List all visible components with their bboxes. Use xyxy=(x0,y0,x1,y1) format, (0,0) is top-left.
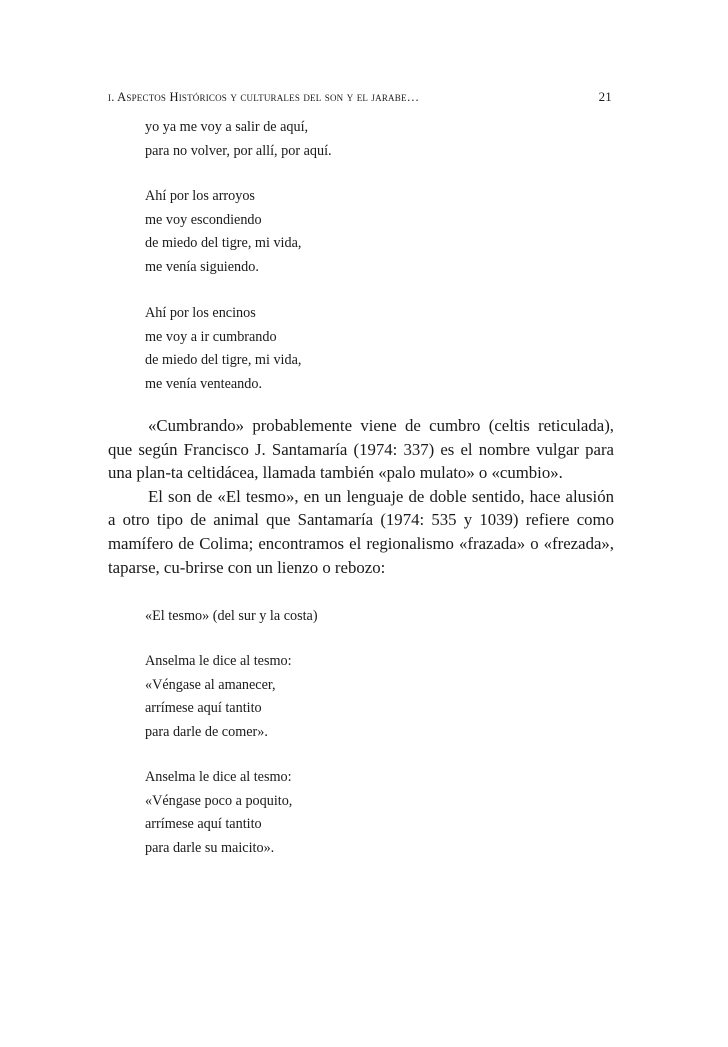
verse-line: Ahí por los arroyos xyxy=(145,188,255,204)
verse-line: arrímese aquí tantito xyxy=(145,816,262,832)
verse-line: arrímese aquí tantito xyxy=(145,700,262,716)
verse-line: «Véngase poco a poquito, xyxy=(145,792,293,809)
verse-line: para darle de comer». xyxy=(145,723,268,740)
verse-stanza xyxy=(145,650,292,744)
verse-stanza xyxy=(145,766,292,860)
paragraph: «Cumbrando» probablemente viene de cumbro (celtis reticulada), que según Francisco J. Santamaría (1974: 337) es el nombre vulgar para una plan-ta celtidácea, llamada también «palo mulato» o «cumbio». xyxy=(108,416,614,483)
page-number: 21 xyxy=(598,89,612,104)
song-title: «El tesmo» (del sur y la costa) xyxy=(145,608,318,624)
verse-line: Anselma le dice al tesmo: xyxy=(145,769,292,785)
running-header xyxy=(108,89,612,109)
verse-line: Anselma le dice al tesmo: xyxy=(145,653,292,669)
verse-line: me venía siguiendo. xyxy=(145,258,259,275)
paragraph: El son de «El tesmo», en un lenguaje de doble sentido, hace alusión a otro tipo de animal que Santamaría (1974: 535 y 1039) refiere como mamífero de Colima; encontramos el regionalismo «frazada» o «frezada», taparse, cu-brirse con un lienzo o rebozo: xyxy=(108,486,614,577)
verse-line: de miedo del tigre, mi vida, xyxy=(145,235,302,251)
verse-line: «Véngase al amanecer, xyxy=(145,676,276,693)
verse-line: de miedo del tigre, mi vida, xyxy=(145,352,302,368)
verse-line: me voy escondiendo xyxy=(145,211,262,228)
verse-stanza xyxy=(145,185,301,279)
verse-stanza xyxy=(145,116,332,163)
verse-line: para darle su maicito». xyxy=(145,839,275,856)
verse-stanza xyxy=(145,302,301,396)
verse-line: me venía venteando. xyxy=(145,375,262,392)
verse-line: Ahí por los encinos xyxy=(145,305,256,321)
body-text xyxy=(108,414,614,579)
running-header-title: i. Aspectos Históricos y culturales del son y el jarabe… xyxy=(108,90,420,104)
verse-line: para no volver, por allí, por aquí. xyxy=(145,142,332,159)
verse-line: yo ya me voy a salir de aquí, xyxy=(145,119,309,135)
verse-line: me voy a ir cumbrando xyxy=(145,328,277,345)
